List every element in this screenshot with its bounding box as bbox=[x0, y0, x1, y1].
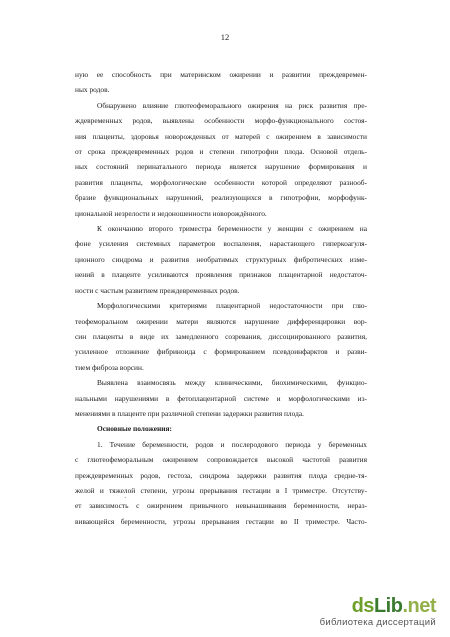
watermark-logo-net: .net bbox=[402, 595, 436, 617]
text-line: Обнаружено влияние глютеофеморального ожирения на риск развития пре- bbox=[97, 100, 367, 110]
text-line: ционного синдрома и развития необратимых структурных фибротических изме- bbox=[75, 254, 367, 264]
text-line: Выявлена взаимосвязь между клиническими, биохимическими, функцио- bbox=[97, 378, 367, 388]
watermark bbox=[320, 595, 436, 629]
section-heading: Основные положения: bbox=[97, 424, 172, 434]
text-line: ет зависимость с ожирением привычного невынашивания беременности, нераз- bbox=[75, 501, 367, 511]
stray-mark: · bbox=[124, 494, 127, 502]
text-line: теофеморальном ожирении матери являются нарушение дифференцировки вор- bbox=[75, 316, 367, 326]
text-line: нений в плаценте усиливаются проявления признаков плацентарной недостаточ- bbox=[75, 270, 367, 280]
watermark-logo-lib: Lib bbox=[373, 595, 403, 617]
text-line: ности с частым развитием преждевременных родов. bbox=[75, 285, 240, 295]
text-line: менениями в плаценте при различной степени задержки развития плода. bbox=[75, 408, 304, 418]
watermark-logo-ds: ds bbox=[351, 595, 374, 617]
text-line: 1. Течение беременности, родов и послеродового периода у беременных bbox=[97, 439, 367, 449]
text-line: тием фиброза ворсин. bbox=[75, 362, 144, 372]
text-line: развития плаценты, морфологические особенности которой определяют разнооб- bbox=[75, 177, 367, 187]
watermark-logo bbox=[320, 595, 436, 617]
text-line: ных родов. bbox=[75, 85, 110, 95]
text-line: циональной незрелости и недоношенности новорождённого. bbox=[75, 208, 267, 218]
text-line: нальными нарушениями в фетоплацентарной системе и морфологическими из- bbox=[75, 393, 367, 403]
text-line: с глютеофеморальным ожирением сопровождается высокой частотой развития bbox=[75, 455, 367, 465]
document-body bbox=[75, 67, 367, 529]
text-line: усиленное отложение фибриноида с формированием псевдоинфарктов и разви- bbox=[75, 347, 367, 357]
text-line: ную ее способность при материнском ожирении и развитии преждевремен- bbox=[75, 70, 367, 79]
watermark-subtitle: библиотека диссертаций bbox=[319, 617, 436, 628]
page-number: 12 bbox=[220, 32, 230, 42]
text-line: Морфологическими критериями плацентарной недостаточности при глю- bbox=[97, 301, 367, 311]
text-line: ных состояний перинатального периода является нарушение формирования и bbox=[75, 162, 367, 172]
text-line: ждевременных родов, выявлены особенности морфо-функционального состоя- bbox=[75, 116, 367, 126]
text-line: от срока преждевременных родов и степени гипотрофии плода. Основой отдель- bbox=[75, 147, 367, 157]
text-line: фоне усиления системных параметров воспаления, нарастающего гиперкоагуля- bbox=[75, 239, 367, 249]
text-line: бразие функциональных нарушений, реализующихся в гипотрофии, морфофунк- bbox=[75, 193, 367, 203]
text-line: желой и тяжелой степени, угрозы прерывания гестации в I триместре. Отсутству- bbox=[75, 485, 367, 495]
text-line: син плаценты в виде их замедленного созревания, диссоциированного развития, bbox=[75, 331, 367, 341]
text-line: преждевременных родов, гестоза, синдрома задержки развития плода средне-тя- bbox=[75, 470, 367, 480]
text-line: вивающейся беременности, угрозы прерывания гестации во II триместре. Часто- bbox=[75, 516, 367, 526]
text-line: ния плаценты, здоровья новорожденных от матерей с ожирением в зависимости bbox=[75, 131, 367, 141]
text-line: К окончанию второго триместра беременности у женщин с ожирением на bbox=[97, 224, 367, 234]
